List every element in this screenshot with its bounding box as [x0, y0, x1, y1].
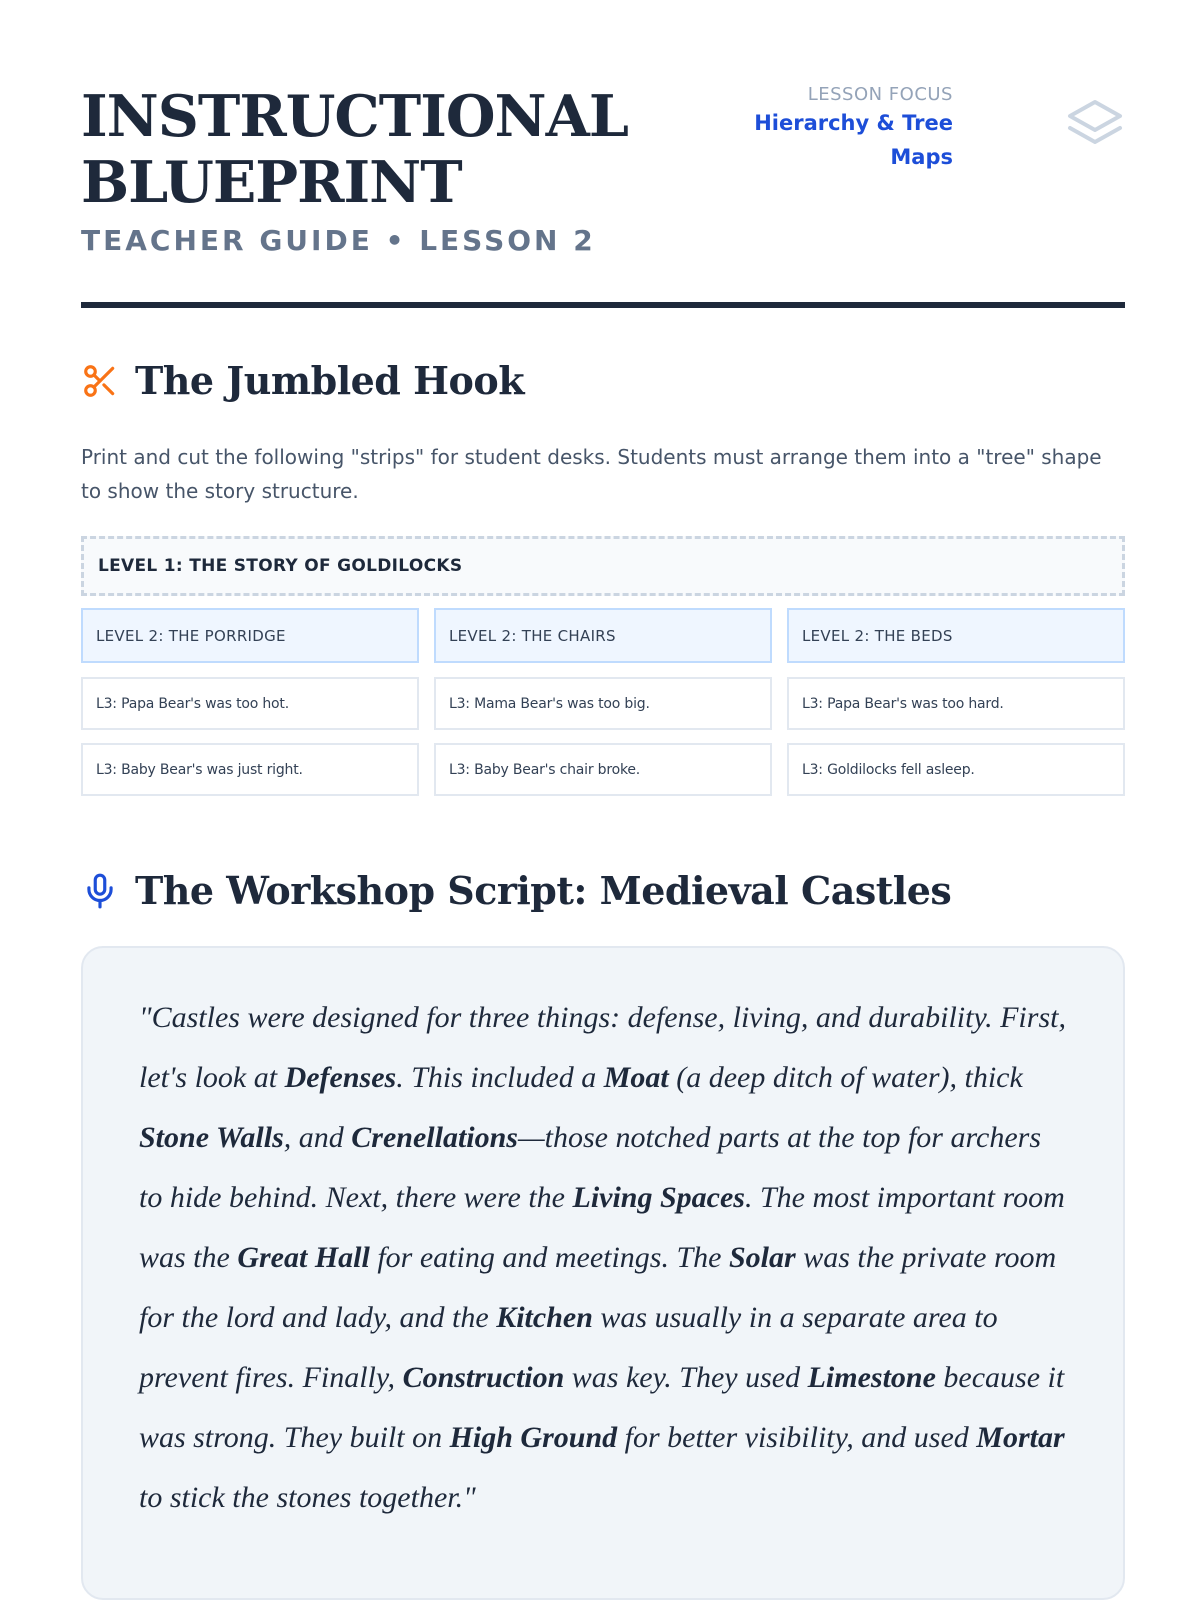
- level3-row: [81, 743, 1125, 796]
- keyword: Limestone: [807, 1361, 936, 1394]
- level3-strip: L3: Mama Bear's was too big.: [434, 677, 772, 730]
- section-title: The Jumbled Hook: [135, 358, 525, 403]
- keyword: Living Spaces: [572, 1181, 745, 1214]
- keyword: Construction: [402, 1361, 565, 1394]
- page-header: [81, 84, 1125, 308]
- keyword: Stone Walls: [139, 1121, 284, 1154]
- level3-strip: L3: Baby Bear's was just right.: [81, 743, 419, 796]
- workshop-script-box: [81, 946, 1125, 1600]
- page-title: INSTRUCTIONAL BLUEPRINT: [81, 83, 628, 216]
- keyword: Crenellations: [351, 1121, 518, 1154]
- keyword: High Ground: [449, 1421, 618, 1454]
- level3-strip: L3: Papa Bear's was too hot.: [81, 677, 419, 730]
- level2-strip: LEVEL 2: THE BEDS: [787, 608, 1125, 663]
- hook-instructions: Print and cut the following "strips" for student desks. Students must arrange them into a "tree" shape to show the story structure.: [81, 445, 1102, 503]
- level3-strip: L3: Papa Bear's was too hard.: [787, 677, 1125, 730]
- section-heading-workshop: [81, 868, 951, 913]
- layers-icon: [1065, 96, 1125, 156]
- header-divider: [81, 302, 1125, 308]
- page-subtitle: TEACHER GUIDE • LESSON 2: [81, 224, 596, 257]
- workshop-script: "Castles were designed for three things: defense, living, and durability. First, let's look at Defenses. This included a Moat (a deep ditch of water), thick Stone Walls, and Crenellations—those notched parts at the top for archers to hide behind. Next, there were the Living Spaces. The most important room was the Great Hall for eating and meetings. The Solar was the private room for the lord and lady, and the Kitchen was usually in a separate area to prevent fires. Finally, Construction was key. They used Limestone because it was strong. They built on High Ground for better visibility, and used Mortar to stick the stones together.": [139, 1001, 1066, 1514]
- keyword: Moat: [603, 1061, 669, 1094]
- level2-strip: LEVEL 2: THE PORRIDGE: [81, 608, 419, 663]
- keyword: Kitchen: [496, 1301, 593, 1334]
- level2-strip: LEVEL 2: THE CHAIRS: [434, 608, 772, 663]
- level3-strip: L3: Goldilocks fell asleep.: [787, 743, 1125, 796]
- keyword: Solar: [728, 1241, 796, 1274]
- keyword: Great Hall: [237, 1241, 370, 1274]
- keyword: Defenses: [284, 1061, 397, 1094]
- scissors-icon: [81, 362, 119, 400]
- section-title: The Workshop Script: Medieval Castles: [135, 868, 952, 913]
- level3-strip: L3: Baby Bear's chair broke.: [434, 743, 772, 796]
- level1-strip: LEVEL 1: THE STORY OF GOLDILOCKS: [81, 536, 1125, 596]
- section-heading-hook: [81, 358, 524, 403]
- level3-row: [81, 677, 1125, 730]
- keyword: Mortar: [976, 1421, 1065, 1454]
- lesson-focus-value: Hierarchy & Tree Maps: [754, 111, 953, 169]
- level2-row: [81, 608, 1125, 663]
- lesson-focus-label: LESSON FOCUS: [807, 84, 953, 105]
- microphone-icon: [81, 872, 119, 910]
